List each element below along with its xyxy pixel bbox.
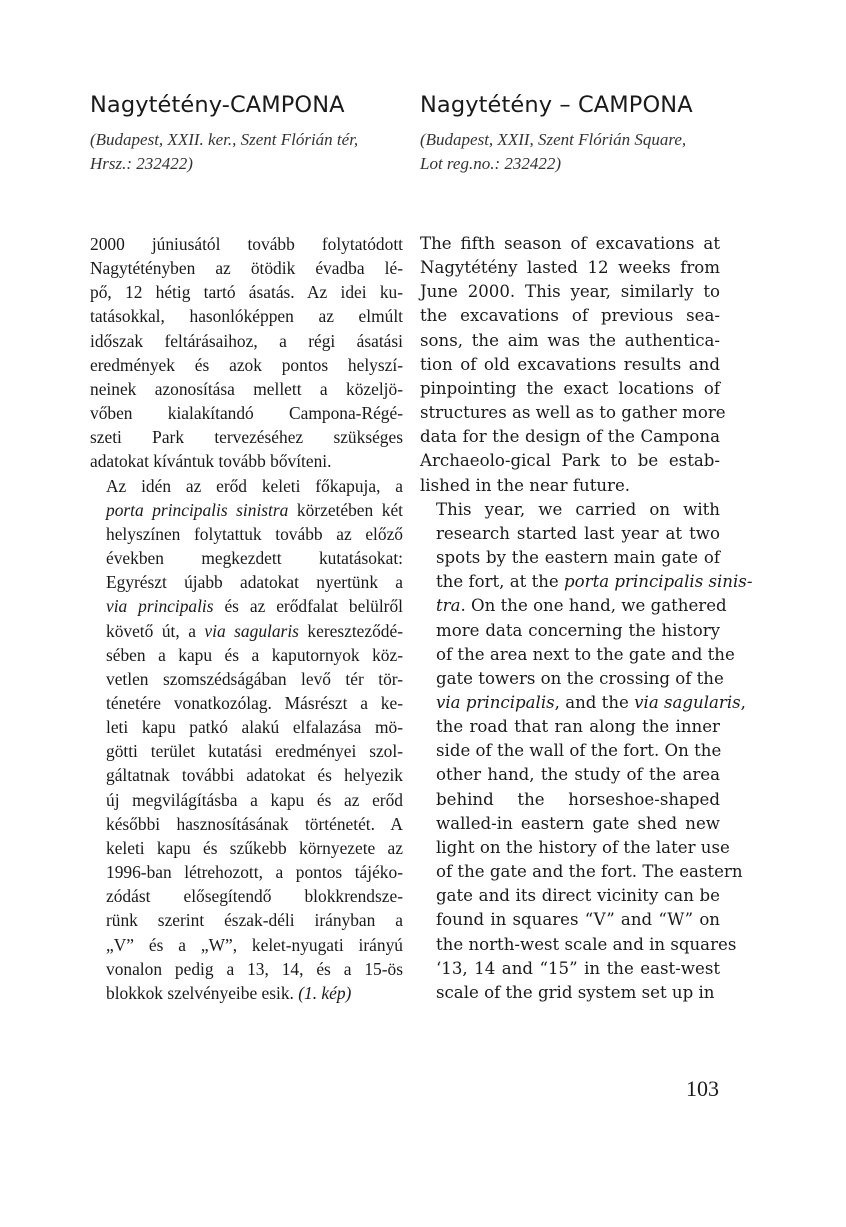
text-run: vetlen szomszédságában levő tér tör-	[106, 668, 403, 689]
text-line	[420, 763, 720, 787]
text-line	[90, 619, 403, 643]
text-line	[420, 570, 753, 594]
text-run: vonalon pedig a 13, 14, és a 15-ös	[106, 958, 403, 979]
text-line	[420, 836, 730, 860]
text-line	[420, 546, 720, 570]
text-line: The fifth season of excavations at	[420, 234, 720, 253]
text-run: későbbi hasznosításának történetét. A	[106, 813, 403, 834]
text-line: tion of old excavations results and	[420, 354, 720, 374]
text-line	[420, 981, 720, 1005]
text-line	[90, 836, 403, 860]
text-line	[90, 570, 403, 594]
text-line	[420, 619, 720, 643]
text-run: években megkezdett kutatásokat:	[106, 548, 403, 569]
text-run: the fort, at the	[436, 572, 565, 592]
text-run: walled-in eastern gate shed new	[436, 813, 720, 833]
text-run: the north-west scale and in squares	[436, 934, 737, 954]
text-run: ténetére vonatkozólag. Másrészt a ke-	[106, 692, 403, 713]
text-line	[420, 788, 720, 812]
text-run: scale of the grid system set up in	[436, 982, 715, 1002]
text-run: új megvilágításba a kapu és az erőd	[106, 789, 403, 810]
text-run: leti kapu patkó alakú elfalazása mö-	[106, 717, 403, 738]
italic-term: porta principalis sinis-	[564, 572, 753, 592]
english-subtitle-line: (Budapest, XXII, Szent Flórián Square,	[420, 130, 687, 149]
text-run: rünk szerint észak-déli irányban a	[106, 910, 403, 931]
text-run: the road that ran along the inner	[436, 717, 720, 737]
text-run: körzetében két	[288, 499, 403, 520]
text-run: gate and its direct vicinity can be	[436, 886, 720, 906]
page-number: 103	[686, 1076, 719, 1101]
english-subtitle	[420, 128, 720, 176]
text-line: Archaeolo-gical Park to be estab-	[420, 451, 720, 471]
text-run: light on the history of the later use	[436, 837, 730, 857]
hungarian-column	[90, 86, 403, 1005]
text-run: gate towers on the crossing of the	[436, 668, 724, 688]
text-line	[90, 715, 403, 739]
italic-term: via sagularis	[634, 692, 741, 712]
text-line: neinek azonosítása mellett a közeljö-	[90, 378, 403, 399]
italic-term: (1. kép)	[298, 982, 352, 1003]
english-subtitle-line: Lot reg.no.: 232422)	[420, 154, 562, 173]
text-line	[90, 474, 403, 498]
text-line	[420, 812, 720, 836]
text-line	[90, 691, 403, 715]
text-run: blokkok szelvényeibe esik.	[106, 982, 299, 1003]
text-line: Nagytétényben az ötödik évadba lé-	[90, 258, 403, 279]
text-line: data for the design of the Campona	[420, 427, 720, 447]
text-line	[420, 715, 720, 739]
italic-term: via principalis	[106, 596, 214, 617]
text-run: ‘13, 14 and “15” in the east-west	[436, 958, 720, 978]
text-line	[420, 498, 720, 522]
text-line: időszak feltárásaihoz, a régi ásatási	[90, 330, 403, 351]
text-line: June 2000. This year, similarly to	[420, 282, 720, 302]
text-line: szeti Park tervezéséhez szükséges	[90, 427, 403, 448]
text-run: götti terület kutatási eredményei szol-	[106, 741, 403, 762]
hungarian-paragraph-2	[90, 474, 403, 1005]
text-line	[420, 933, 737, 957]
text-run: kereszteződé-	[298, 620, 404, 641]
text-run: other hand, the study of the area	[436, 765, 720, 785]
text-line: sons, the aim was the authentica-	[420, 330, 720, 350]
text-run: „V” és a „W”, kelet-nyugati irányú	[106, 934, 403, 955]
english-title: Nagytétény – CAMPONA	[420, 92, 693, 118]
text-line	[90, 884, 403, 908]
english-column	[420, 86, 753, 1005]
text-run: found in squares “V” and “W” on	[436, 910, 720, 930]
text-run: , and the	[554, 692, 635, 712]
text-line	[90, 498, 403, 522]
text-line	[420, 739, 720, 763]
text-line	[420, 643, 735, 667]
text-run: és az erődfalat belülről	[213, 596, 403, 617]
italic-term: via principalis	[436, 692, 555, 712]
text-line: Nagytétény lasted 12 weeks from	[420, 258, 720, 278]
text-line	[90, 522, 403, 546]
text-line	[90, 739, 403, 763]
text-line	[90, 860, 403, 884]
text-line	[90, 957, 403, 981]
text-run: behind the horseshoe-shaped	[436, 789, 720, 809]
text-line: structures as well as to gather more	[420, 403, 726, 423]
text-line	[90, 546, 403, 570]
text-line: eredmények és azok pontos helyszí-	[90, 354, 403, 375]
text-line	[420, 860, 743, 884]
text-line	[90, 981, 403, 1005]
text-run: of the gate and the fort. The eastern	[436, 862, 743, 882]
hungarian-title: Nagytétény-CAMPONA	[90, 92, 345, 118]
hungarian-subtitle	[90, 128, 403, 176]
english-paragraph-1	[420, 232, 726, 498]
text-line	[420, 957, 720, 981]
english-body	[420, 232, 753, 1005]
italic-term: via sagularis	[204, 620, 299, 641]
text-line: tatásokkal, hasonlóképpen az elmúlt	[90, 306, 403, 327]
text-run: zódást elősegítendő blokkrendsze-	[106, 886, 403, 907]
text-line	[90, 667, 403, 691]
text-line	[90, 788, 403, 812]
text-line: vőben kialakítandó Campona-Régé-	[90, 403, 403, 424]
text-line	[90, 643, 403, 667]
text-line	[90, 908, 403, 932]
text-run: gáltatnak további adatokat és helyezik	[106, 765, 403, 786]
hungarian-paragraph-1	[90, 232, 403, 474]
text-line	[420, 594, 727, 618]
hungarian-body	[90, 232, 403, 1005]
text-line: adatokat kívántuk tovább bővíteni.	[90, 451, 332, 472]
text-line: the excavations of previous sea-	[420, 306, 720, 326]
text-line	[420, 908, 720, 932]
text-run: This year, we carried on with	[436, 499, 720, 519]
text-run: side of the wall of the fort. On the	[436, 741, 722, 761]
text-line: 2000 júniusától tovább folytatódott	[90, 234, 403, 254]
text-line: lished in the near future.	[420, 475, 631, 495]
text-line	[90, 812, 403, 836]
text-run: . On the one hand, we gathered	[460, 596, 727, 616]
text-line	[90, 594, 403, 618]
text-run: követő út, a	[106, 620, 205, 641]
text-run: 1996-ban létrehozott, a pontos tájéko-	[106, 862, 403, 883]
italic-term: tra	[436, 596, 461, 616]
text-run: helyszínen folytattuk tovább az előző	[106, 523, 403, 544]
text-run: of the area next to the gate and the	[436, 644, 735, 664]
text-run: ,	[740, 692, 746, 712]
italic-term: porta principalis sinistra	[106, 499, 289, 520]
text-run: Az idén az erőd keleti főkapuja, a	[106, 475, 403, 496]
text-line	[90, 763, 403, 787]
text-line: pinpointing the exact locations of	[420, 378, 720, 398]
text-run: research started last year at two	[436, 523, 720, 543]
text-run: spots by the eastern main gate of	[436, 548, 720, 568]
text-run: Egyrészt újabb adatokat nyertünk a	[106, 572, 403, 593]
hungarian-subtitle-line: (Budapest, XXII. ker., Szent Flórián tér,	[90, 130, 359, 149]
text-run: more data concerning the history	[436, 620, 720, 640]
text-line	[420, 884, 720, 908]
text-line: pő, 12 hétig tartó ásatás. Az idei ku-	[90, 282, 403, 303]
text-run: keleti kapu és szűkebb környezete az	[106, 837, 403, 858]
hungarian-subtitle-line: Hrsz.: 232422)	[90, 154, 193, 173]
text-line	[420, 667, 724, 691]
text-line	[420, 691, 746, 715]
english-paragraph-2	[420, 498, 753, 1005]
text-line	[90, 933, 403, 957]
text-run: sében a kapu és a kaputornyok köz-	[106, 644, 403, 665]
text-line	[420, 522, 720, 546]
